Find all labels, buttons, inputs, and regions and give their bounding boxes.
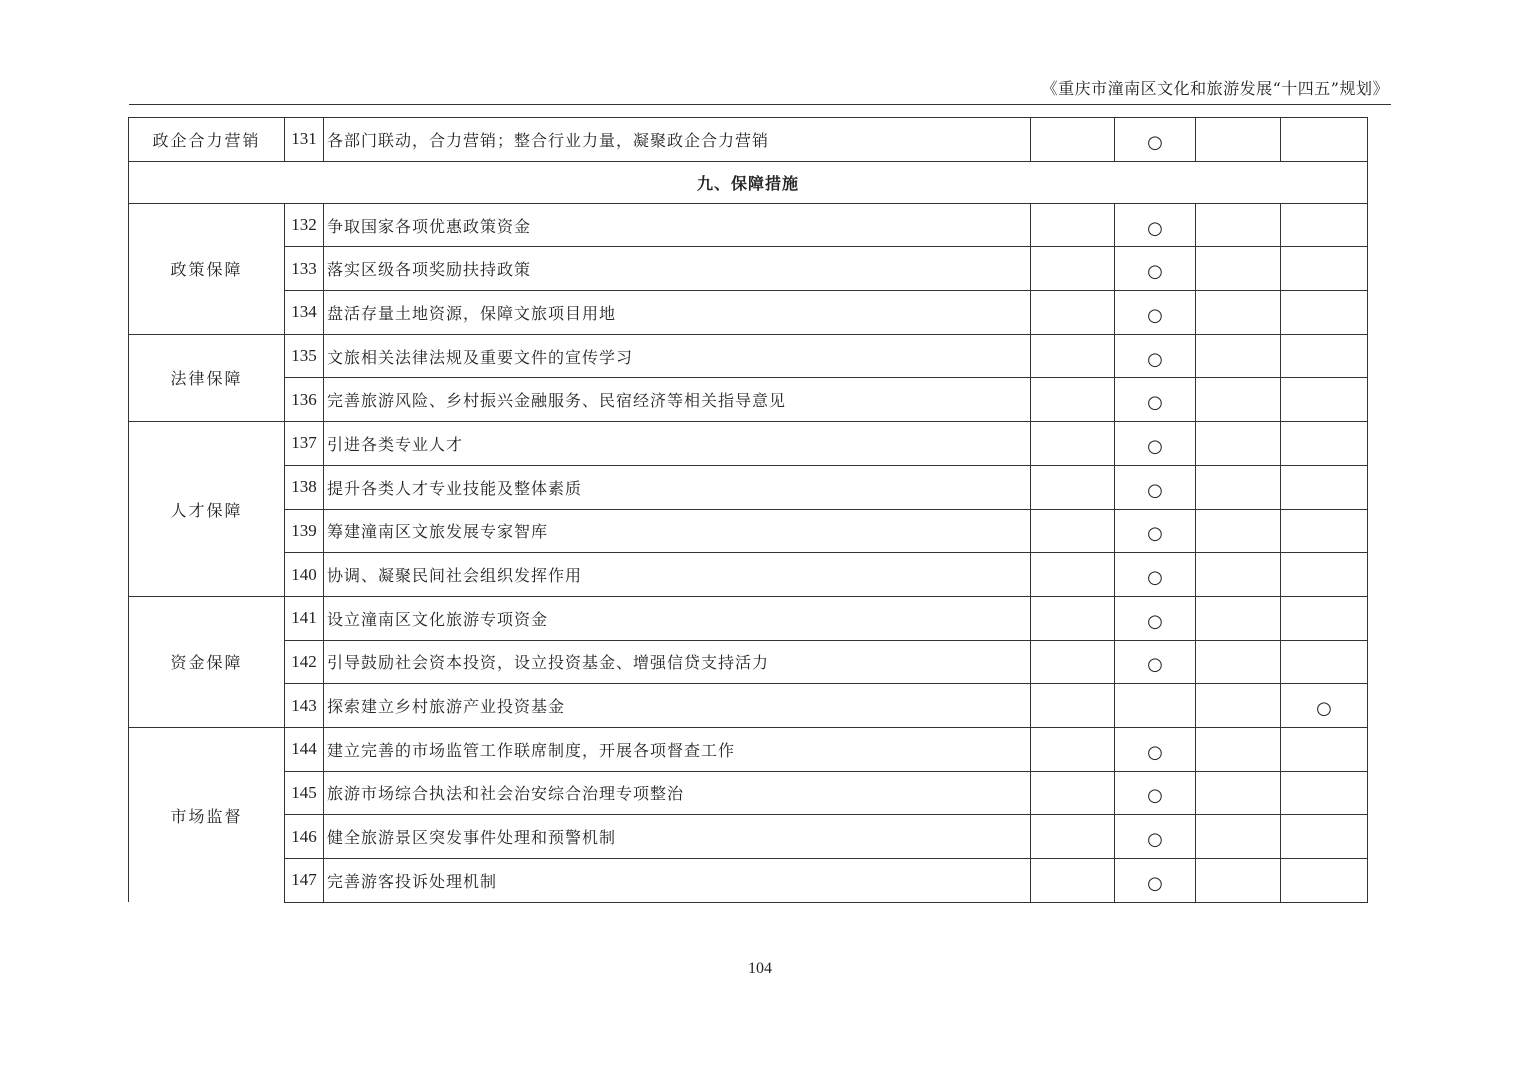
- table-row: [129, 334, 1368, 378]
- page-number: 104: [748, 960, 772, 977]
- circle-mark-icon: ○: [1147, 872, 1163, 894]
- item-number: 140: [285, 553, 324, 597]
- status-cell: [1115, 596, 1196, 640]
- status-cell: [1115, 465, 1196, 509]
- status-cell: [1115, 727, 1196, 771]
- document-header-title: 《重庆市潼南区文化和旅游发展“十四五”规划》: [1041, 79, 1389, 98]
- status-cell: [1115, 509, 1196, 553]
- status-cell: [1196, 771, 1281, 815]
- circle-mark-icon: ○: [1147, 261, 1163, 283]
- table-row: [129, 771, 1368, 815]
- item-number: 136: [285, 378, 324, 422]
- item-description: 文旅相关法律法规及重要文件的宣传学习: [324, 334, 1031, 378]
- table-row: [129, 118, 1368, 162]
- table-row: [129, 859, 1368, 903]
- status-cell: [1031, 727, 1115, 771]
- item-number: 135: [285, 334, 324, 378]
- status-cell: [1031, 859, 1115, 903]
- status-cell: [1031, 334, 1115, 378]
- status-cell: [1031, 203, 1115, 247]
- status-cell: [1031, 771, 1115, 815]
- category-cell: 政策保障: [129, 203, 285, 334]
- item-number: 144: [285, 727, 324, 771]
- status-cell: [1031, 684, 1115, 728]
- status-cell: [1281, 509, 1368, 553]
- status-cell: [1196, 727, 1281, 771]
- category-cell: 资金保障: [129, 596, 285, 727]
- table-row: [129, 247, 1368, 291]
- category-cell: 人才保障: [129, 422, 285, 597]
- table-row: [129, 465, 1368, 509]
- circle-mark-icon: ○: [1147, 348, 1163, 370]
- item-description: 引导鼓励社会资本投资，设立投资基金、增强信贷支持活力: [324, 640, 1031, 684]
- circle-mark-icon: ○: [1147, 435, 1163, 457]
- status-cell: [1196, 465, 1281, 509]
- status-cell: [1196, 859, 1281, 903]
- circle-mark-icon: ○: [1316, 698, 1332, 720]
- item-number: 132: [285, 203, 324, 247]
- table-row: [129, 596, 1368, 640]
- status-cell: [1115, 815, 1196, 859]
- circle-mark-icon: ○: [1147, 741, 1163, 763]
- item-number: 146: [285, 815, 324, 859]
- status-cell: [1196, 291, 1281, 335]
- circle-mark-icon: ○: [1147, 304, 1163, 326]
- status-cell: [1196, 815, 1281, 859]
- circle-mark-icon: ○: [1147, 217, 1163, 239]
- status-cell: [1281, 859, 1368, 903]
- section-row: [129, 161, 1368, 203]
- item-description: 引进各类专业人才: [324, 422, 1031, 466]
- status-cell: [1281, 118, 1368, 162]
- status-cell: [1196, 553, 1281, 597]
- item-description: 探索建立乡村旅游产业投资基金: [324, 684, 1031, 728]
- status-cell: [1281, 727, 1368, 771]
- circle-mark-icon: ○: [1147, 479, 1163, 501]
- item-description: 提升各类人才专业技能及整体素质: [324, 465, 1031, 509]
- status-cell: [1281, 815, 1368, 859]
- status-cell: [1031, 815, 1115, 859]
- status-cell: [1115, 771, 1196, 815]
- circle-mark-icon: ○: [1147, 567, 1163, 589]
- status-cell: [1196, 118, 1281, 162]
- table-row: [129, 378, 1368, 422]
- item-description: 设立潼南区文化旅游专项资金: [324, 596, 1031, 640]
- status-cell: [1281, 684, 1368, 728]
- circle-mark-icon: ○: [1147, 523, 1163, 545]
- item-description: 健全旅游景区突发事件处理和预警机制: [324, 815, 1031, 859]
- status-cell: [1115, 553, 1196, 597]
- circle-mark-icon: ○: [1147, 785, 1163, 807]
- item-description: 协调、凝聚民间社会组织发挥作用: [324, 553, 1031, 597]
- plan-table-body: [129, 118, 1368, 903]
- status-cell: [1031, 596, 1115, 640]
- status-cell: [1031, 422, 1115, 466]
- item-number: 142: [285, 640, 324, 684]
- status-cell: [1115, 247, 1196, 291]
- item-description: 建立完善的市场监管工作联席制度，开展各项督查工作: [324, 727, 1031, 771]
- item-description: 落实区级各项奖励扶持政策: [324, 247, 1031, 291]
- item-number: 141: [285, 596, 324, 640]
- status-cell: [1281, 640, 1368, 684]
- item-number: 143: [285, 684, 324, 728]
- circle-mark-icon: ○: [1147, 610, 1163, 632]
- circle-mark-icon: ○: [1147, 829, 1163, 851]
- status-cell: [1115, 378, 1196, 422]
- circle-mark-icon: ○: [1147, 654, 1163, 676]
- status-cell: [1281, 465, 1368, 509]
- status-cell: [1196, 247, 1281, 291]
- item-description: 盘活存量土地资源，保障文旅项目用地: [324, 291, 1031, 335]
- item-description: 争取国家各项优惠政策资金: [324, 203, 1031, 247]
- status-cell: [1196, 422, 1281, 466]
- status-cell: [1196, 596, 1281, 640]
- item-number: 131: [285, 118, 324, 162]
- circle-mark-icon: ○: [1147, 131, 1163, 153]
- status-cell: [1281, 334, 1368, 378]
- item-description: 旅游市场综合执法和社会治安综合治理专项整治: [324, 771, 1031, 815]
- status-cell: [1031, 553, 1115, 597]
- status-cell: [1031, 118, 1115, 162]
- status-cell: [1196, 334, 1281, 378]
- item-number: 133: [285, 247, 324, 291]
- header-rule: [129, 104, 1391, 105]
- status-cell: [1281, 378, 1368, 422]
- item-number: 138: [285, 465, 324, 509]
- table-row: [129, 640, 1368, 684]
- status-cell: [1281, 203, 1368, 247]
- status-cell: [1031, 465, 1115, 509]
- item-description: 完善旅游风险、乡村振兴金融服务、民宿经济等相关指导意见: [324, 378, 1031, 422]
- plan-table: [128, 117, 1368, 903]
- status-cell: [1196, 640, 1281, 684]
- status-cell: [1031, 640, 1115, 684]
- item-number: 134: [285, 291, 324, 335]
- status-cell: [1281, 771, 1368, 815]
- item-description: 各部门联动，合力营销；整合行业力量，凝聚政企合力营销: [324, 118, 1031, 162]
- table-row: [129, 727, 1368, 771]
- circle-mark-icon: ○: [1147, 392, 1163, 414]
- status-cell: [1281, 553, 1368, 597]
- category-cell: 法律保障: [129, 334, 285, 421]
- status-cell: [1196, 509, 1281, 553]
- section-title: 九、保障措施: [129, 161, 1368, 203]
- table-row: [129, 553, 1368, 597]
- status-cell: [1196, 378, 1281, 422]
- item-number: 137: [285, 422, 324, 466]
- status-cell: [1196, 684, 1281, 728]
- status-cell: [1115, 118, 1196, 162]
- status-cell: [1031, 247, 1115, 291]
- status-cell: [1281, 596, 1368, 640]
- status-cell: [1281, 247, 1368, 291]
- category-cell: 政企合力营销: [129, 118, 285, 162]
- status-cell: [1115, 291, 1196, 335]
- item-number: 147: [285, 859, 324, 903]
- status-cell: [1031, 291, 1115, 335]
- table-row: [129, 815, 1368, 859]
- table-row: [129, 291, 1368, 335]
- status-cell: [1115, 422, 1196, 466]
- table-row: [129, 509, 1368, 553]
- status-cell: [1031, 509, 1115, 553]
- item-number: 139: [285, 509, 324, 553]
- status-cell: [1031, 378, 1115, 422]
- table-row: [129, 684, 1368, 728]
- item-number: 145: [285, 771, 324, 815]
- status-cell: [1115, 640, 1196, 684]
- table-row: [129, 422, 1368, 466]
- status-cell: [1115, 859, 1196, 903]
- status-cell: [1115, 334, 1196, 378]
- status-cell: [1115, 684, 1196, 728]
- table-row: [129, 203, 1368, 247]
- status-cell: [1281, 422, 1368, 466]
- item-description: 完善游客投诉处理机制: [324, 859, 1031, 903]
- item-description: 筹建潼南区文旅发展专家智库: [324, 509, 1031, 553]
- category-cell: 市场监督: [129, 727, 285, 902]
- status-cell: [1196, 203, 1281, 247]
- status-cell: [1281, 291, 1368, 335]
- status-cell: [1115, 203, 1196, 247]
